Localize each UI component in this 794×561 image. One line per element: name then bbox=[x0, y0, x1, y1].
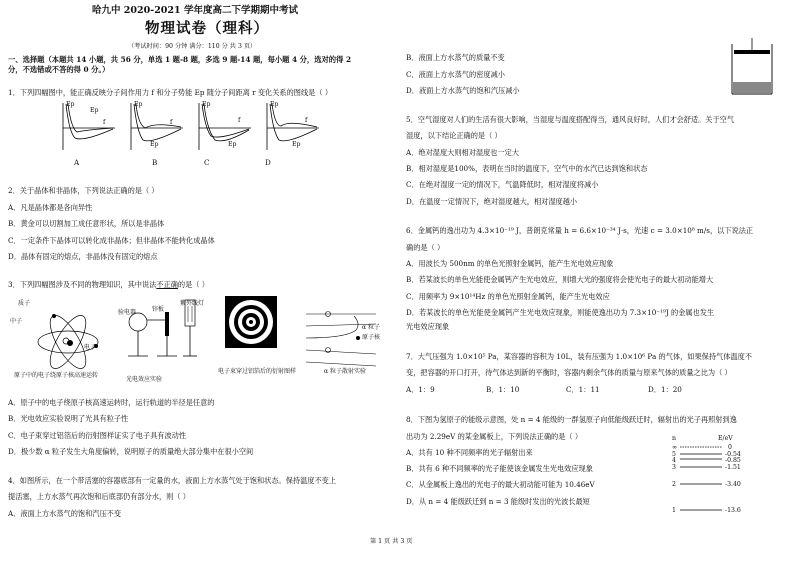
q1-a-f: f bbox=[103, 119, 106, 126]
q7-stem-line1: 7．大气压强为 1.0×10⁵ Pa，某容器的容积为 10L，装有压强为 1.0×10⁶ Pa 的气体，如果保持气体温度不 bbox=[406, 352, 752, 361]
energy-n-label: n bbox=[672, 435, 676, 442]
q4-stem-line2: 提活塞，上方水蒸气再次饱和后底部仍有部分水，则（ ） bbox=[8, 492, 190, 501]
level-e-inf: 0 bbox=[728, 444, 732, 451]
section1-line1: 一、选择题（本题共 14 小题，共 56 分，单选 1 题-8 题，多选 9 题-14 题，每小题 4 分，选对的得 2 bbox=[8, 55, 352, 64]
label-electroscope: 验电器 bbox=[118, 309, 137, 316]
q7-option-b: B．1：10 bbox=[486, 385, 520, 394]
level-e-1: -13.6 bbox=[725, 507, 741, 514]
q3-stem-pre: 3．下列四幅图涉及不同的物理知识，其中说法 bbox=[8, 280, 157, 289]
level-e-4: -0.85 bbox=[725, 457, 741, 464]
q4-stem-line1: 4．如图所示，在一个带活塞的容器底部有一定量的水，液面上方水蒸气处于饱和状态。保持温度不变上 bbox=[8, 476, 337, 485]
level-e-2: -3.40 bbox=[725, 481, 741, 488]
q5-stem-line1: 5．空气湿度对人们的生活有很大影响，当湿度与温度搭配得当，通风良好时，人们才会舒适。关于空气 bbox=[406, 115, 735, 124]
caption-atom: 原子中的电子绕原子核高速运转 bbox=[14, 372, 99, 379]
q1-d-ep2: Ep bbox=[292, 141, 301, 148]
level-n-2: 2 bbox=[672, 481, 676, 488]
label-uv: 紫外线灯 bbox=[180, 300, 205, 307]
q7-option-a: A．1：9 bbox=[406, 385, 435, 394]
q2-option-b: B．黄金可以切割加工成任意形状，所以是非晶体 bbox=[8, 219, 165, 228]
label-neutron: 中子 bbox=[10, 318, 23, 325]
q3-option-a: A．原子中的电子绕原子核高速运转时，运行轨道的半径是任意的 bbox=[8, 398, 215, 407]
q5-option-b: B．相对湿度是100%，表明在当时的温度下，空气中的水汽已达到饱和状态 bbox=[406, 164, 648, 173]
q3-option-c: C．电子束穿过铝箔后的衍射图样证实了电子具有波动性 bbox=[8, 431, 187, 440]
q1-d-ep: Ep bbox=[270, 101, 279, 108]
label-nucleus: 原子核 bbox=[362, 334, 381, 341]
q1-a-ep2: Ep bbox=[90, 107, 99, 114]
q1-b-ep2: Ep bbox=[150, 141, 159, 148]
level-e-5: -0.54 bbox=[725, 451, 741, 458]
q2-option-d: D．晶体有固定的熔点，非晶体没有固定的熔点 bbox=[8, 252, 158, 261]
q1-b-ep: Ep bbox=[134, 101, 143, 108]
q6-option-d-cont: 光电效应现象 bbox=[406, 322, 450, 331]
diffraction-figure bbox=[225, 296, 277, 348]
q3-stem bbox=[8, 280, 209, 289]
level-n-5: 5 bbox=[672, 451, 676, 458]
q1-c-f: f bbox=[238, 117, 241, 124]
label-alpha: α 粒子 bbox=[362, 324, 380, 331]
q5-stem-line2: 湿度，以下结论正确的是（ ） bbox=[406, 131, 502, 140]
label-proton: 质子 bbox=[18, 300, 31, 307]
q1-label-c: C bbox=[204, 158, 210, 167]
q6-option-a: A．用波长为 500nm 的单色光照射金属钙，能产生光电效应现象 bbox=[406, 259, 614, 268]
q3-option-b: B．光电效应实验说明了光具有粒子性 bbox=[8, 414, 129, 423]
q1-b-f: f bbox=[170, 119, 173, 126]
q7-option-d: D．1：20 bbox=[648, 385, 682, 394]
piston-container-figure bbox=[730, 36, 774, 98]
level-n-inf: ∞ bbox=[672, 444, 678, 451]
level-n-3: 3 bbox=[672, 464, 676, 471]
q4-option-a: A．液面上方水蒸气的饱和汽压不变 bbox=[8, 509, 122, 518]
q7-stem-line2: 变，把容器的开口打开，待气体达到新的平衡时，容器内剩余气体的质量与原来气体的质量之比为（ ） bbox=[406, 368, 732, 377]
q8-option-d: D．从 n = 4 能级跃迁到 n = 3 能级时发出的光波长最短 bbox=[406, 497, 590, 506]
label-electron: 电子 bbox=[84, 344, 97, 351]
caption-alpha: α 粒子散射实验 bbox=[324, 368, 366, 375]
q6-stem-line1: 6．金属钙的逸出功为 4.3×10⁻¹⁹ J，普朗克常量 h = 6.6×10⁻³⁴ J·s，光速 c = 3.0×10⁸ m/s，以下说法正 bbox=[406, 226, 754, 235]
q4-option-c: C．液面上方水蒸气的密度减小 bbox=[406, 70, 505, 79]
caption-diffraction: 电子束穿过铝箔后的衍射图样 bbox=[218, 368, 297, 375]
q2-option-c: C．一定条件下晶体可以转化成非晶体；但非晶体不能转化成晶体 bbox=[8, 236, 215, 245]
q8-stem-line1: 8．下图为氢原子的能级示意图，处 n = 4 能级的一群氢原子向低能级跃迁时，辐射出的光子再照射到逸 bbox=[406, 415, 737, 424]
exam-info: （考试时间：90 分钟 满分：110 分 共 3 页） bbox=[128, 43, 257, 50]
q1-c-ep2: Ep bbox=[228, 141, 237, 148]
q3-stem-post: 的是（ ） bbox=[177, 280, 209, 289]
level-n-1: 1 bbox=[672, 507, 676, 514]
q1-d-f: f bbox=[305, 117, 308, 124]
school-title: 哈九中 2020-2021 学年度高二下学期期中考试 bbox=[92, 5, 298, 16]
level-n-4: 4 bbox=[672, 457, 676, 464]
q6-option-d: D．若某波长的单色光能使金属钙产生光电效应现象，则能使逸出功为 7.3×10⁻¹⁹J 的金属也发生 bbox=[406, 308, 715, 317]
q1-a-ep: Ep bbox=[66, 101, 75, 108]
q8-stem-line2: 出功为 2.29eV 的某金属板上，下列说法正确的是（ ） bbox=[406, 432, 583, 441]
paper-title: 物理试卷（理科） bbox=[145, 20, 269, 37]
q1-stem: 1．下列四幅图中，能正确反映分子间作用力 f 和分子势能 Ep 随分子间距离 r 变化关系的图线是（ ） bbox=[8, 88, 333, 97]
q3-stem-under: 不正确 bbox=[156, 280, 178, 289]
q6-option-c: C．用频率为 9×10¹⁴Hz 的单色光照射金属钙，能产生光电效应 bbox=[406, 292, 610, 301]
caption-photoelectric: 光电效应实验 bbox=[126, 376, 163, 383]
q8-option-c: C．从金属板上逸出的光电子的最大初动能可能为 10.46eV bbox=[406, 480, 595, 489]
q6-stem-line2: 确的是（ ） bbox=[406, 243, 445, 252]
q1-graph-a bbox=[63, 103, 115, 150]
q5-option-d: D．在温度一定情况下，绝对湿度越大，相对湿度越小 bbox=[406, 197, 578, 206]
label-zinc: 锌板 bbox=[152, 306, 165, 313]
q2-stem: 2．关于晶体和非晶体，下列说法正确的是（ ） bbox=[8, 186, 159, 195]
q5-option-a: A．绝对湿度大则相对湿度也一定大 bbox=[406, 148, 520, 157]
q8-option-a: A．共有 10 种不同频率的光子辐射出来 bbox=[406, 448, 533, 457]
q1-c-ep: Ep bbox=[202, 101, 211, 108]
q4-option-b: B．液面上方水蒸气的质量不变 bbox=[406, 53, 505, 62]
section1-line2: 分，不选错或不答的得 0 分。） bbox=[8, 65, 110, 74]
q1-graph-c bbox=[199, 103, 251, 150]
energy-e-label: E/eV bbox=[718, 435, 733, 442]
q5-option-c: C．在绝对湿度一定的情况下，气温降低时，相对湿度将减小 bbox=[406, 180, 599, 189]
q6-option-b: B．若某波长的单色光能使金属钙产生光电效应，则增大光的强度将会使光电子的最大初动能增大 bbox=[406, 275, 714, 284]
page-footer: 第 1 页 共 3 页 bbox=[370, 538, 413, 545]
q1-label-d: D bbox=[265, 158, 271, 167]
q4-option-d: D．液面上方水蒸气的饱和汽压减小 bbox=[406, 86, 520, 95]
q3-figures bbox=[18, 294, 393, 394]
q1-label-b: B bbox=[152, 158, 158, 167]
q8-option-b: B．共有 6 种不同频率的光子能使该金属发生光电效应现象 bbox=[406, 464, 593, 473]
q3-option-d: D．极少数 α 粒子发生大角度偏转，说明原子的质量绝大部分集中在很小空间 bbox=[8, 447, 254, 456]
level-e-3: -1.51 bbox=[725, 464, 741, 471]
q7-option-c: C．1：11 bbox=[566, 385, 600, 394]
q2-option-a: A．凡是晶体都是各向异性 bbox=[8, 203, 93, 212]
q1-label-a: A bbox=[74, 158, 80, 167]
